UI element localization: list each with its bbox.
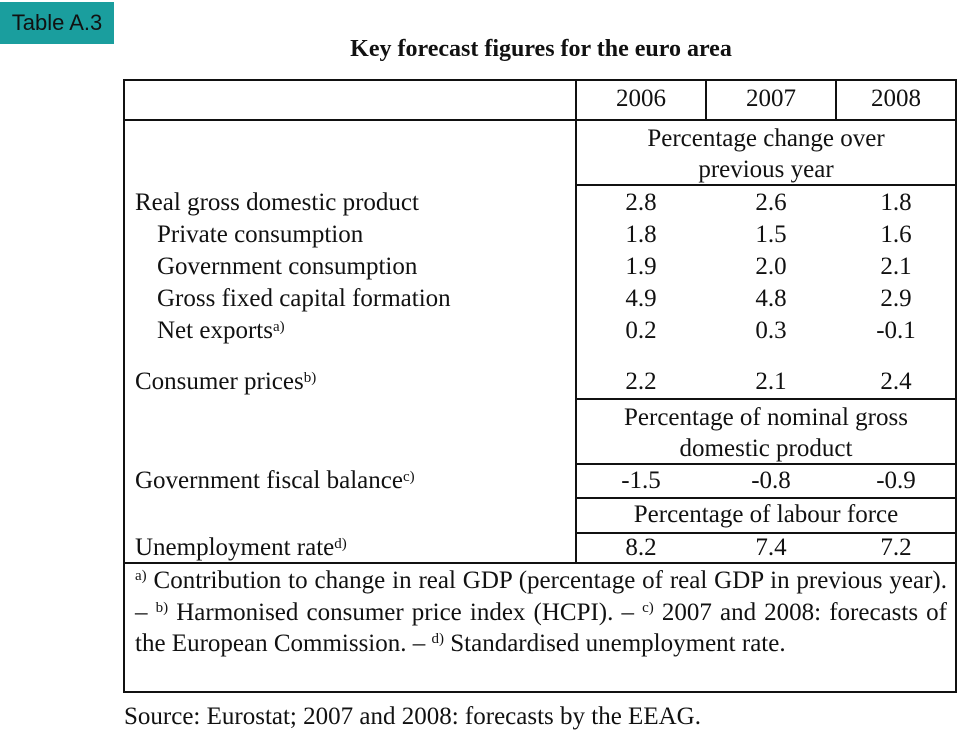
cell-gross-fixed-capital-2007: 4.8: [755, 285, 787, 312]
row-label-real-gdp: Real gross domestic product: [135, 189, 419, 216]
row-label-government-consumption: Government consumption: [157, 253, 418, 280]
cell-fiscal-balance-2008: -0.9: [876, 467, 916, 494]
table-title: Key forecast figures for the euro area: [350, 36, 732, 62]
table-footnotes: $^{a)}$ Contribution to change in real GDP (percentage of real GDP in previous year). – $^{b)}$ Harmonised consumer price index (HCPI). – $^{c)}$ 2007 and 2008: forecasts of the European Commission. – $^{d)}$ Standardised unemployment rate.: [135, 567, 948, 657]
header-rule: [124, 119, 956, 121]
cell-government-consumption-2006: 1.9: [625, 253, 657, 280]
cell-government-consumption-2008: 2.1: [880, 253, 912, 280]
fiscal-rule: [576, 497, 956, 499]
cell-government-consumption-2007: 2.0: [755, 253, 787, 280]
cell-gross-fixed-capital-2008: 2.9: [880, 285, 912, 312]
year-header-2006: 2006: [616, 85, 666, 112]
source-note: Source: Eurostat; 2007 and 2008: forecasts by the EEAG.: [124, 703, 701, 730]
cell-net-exports-2008: -0.1: [876, 317, 916, 344]
row-label-private-consumption: Private consumption: [157, 221, 364, 248]
cell-unemployment-2007: 7.4: [755, 534, 787, 561]
year-header-2008: 2008: [871, 85, 921, 112]
cell-gross-fixed-capital-2006: 4.9: [625, 285, 657, 312]
cell-consumer-prices-2007: 2.1: [755, 368, 787, 395]
cell-real-gdp-2008: 1.8: [880, 189, 912, 216]
footnote-mark-b: b): [303, 370, 317, 386]
cell-consumer-prices-2008: 2.4: [880, 368, 912, 395]
row-label-gross-fixed-capital: Gross fixed capital formation: [157, 285, 451, 312]
cell-private-consumption-2008: 1.6: [880, 221, 912, 248]
cell-net-exports-2006: 0.2: [625, 317, 657, 344]
prices-rule: [576, 398, 956, 400]
row-label-fiscal-balance: Government fiscal balance$^{c)}$: [135, 467, 415, 494]
footnote-mark-d: d): [334, 536, 347, 552]
section-gdp-share: Percentage of nominal gross domestic product: [624, 404, 908, 462]
cell-fiscal-balance-2006: -1.5: [621, 467, 661, 494]
cell-real-gdp-2007: 2.6: [755, 189, 787, 216]
cell-real-gdp-2006: 2.8: [625, 189, 657, 216]
year-header-2007: 2007: [746, 85, 796, 112]
cell-net-exports-2007: 0.3: [755, 317, 787, 344]
cell-private-consumption-2007: 1.5: [755, 221, 787, 248]
cell-private-consumption-2006: 1.8: [625, 221, 657, 248]
cell-consumer-prices-2006: 2.2: [625, 368, 657, 395]
footnote-mark-a: a): [272, 319, 285, 335]
footnote-mark-c: c): [402, 469, 415, 485]
row-label-unemployment: Unemployment rate$^{d)}$: [135, 534, 347, 561]
cell-unemployment-2008: 7.2: [880, 534, 912, 561]
cell-fiscal-balance-2007: -0.8: [751, 467, 791, 494]
section-growth: Percentage change over previous year: [647, 125, 885, 183]
table-badge: Table A.3: [0, 2, 114, 44]
row-label-consumer-prices: Consumer prices$^{b)}$: [135, 368, 317, 395]
section-labour: Percentage of labour force: [633, 501, 899, 528]
cell-unemployment-2006: 8.2: [625, 534, 657, 561]
row-label-net-exports: Net exports$^{a)}$: [157, 317, 285, 344]
